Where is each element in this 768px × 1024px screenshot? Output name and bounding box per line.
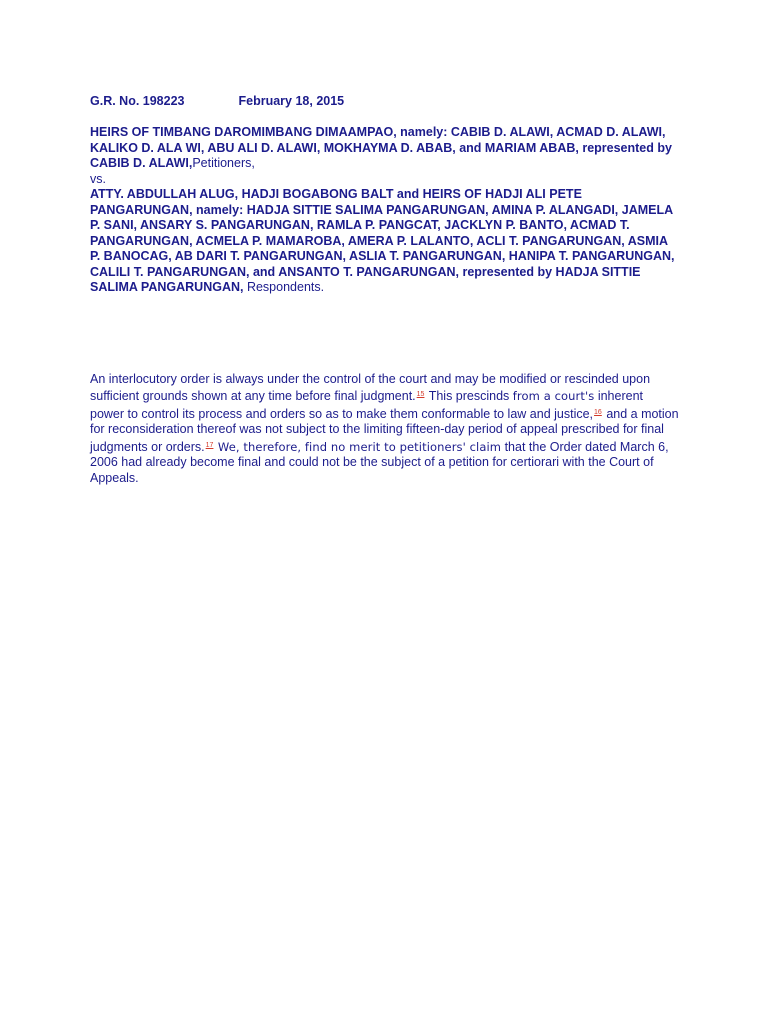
petitioners-block [90,125,680,172]
footnote-link-17[interactable]: 17 [205,441,214,449]
body-text-3: inherent power to control its process and orders so as to make them conformable to law and justice, [90,389,644,421]
respondents-block [90,187,680,296]
versus-label: vs. [90,171,106,186]
document-page [90,93,680,487]
body-text-5-alt: We, therefore, find no merit to petitioners' claim [217,439,502,454]
body-text-6: that the Order dated March 6, 2006 had already become final and could not be the subject of a petition for certiorari with the Court of Appeals. [90,439,669,486]
body-text-2: This prescinds [428,389,510,404]
footnote-link-16[interactable]: 16 [594,408,602,416]
footnote-link-15[interactable]: 15 [416,391,425,399]
body-paragraph [90,372,680,487]
case-number: G.R. No. 198223 [90,94,185,108]
respondents-role: Respondents. [246,280,325,294]
case-parties [90,125,680,296]
body-text-2-alt: from a court's [512,389,595,404]
respondents-names: ATTY. ABDULLAH ALUG, HADJI BOGABONG BALT and HEIRS OF HADJI ALI PETE PANGARUNGAN, namely: HADJA SITTIE SALIMA PANGARUNGAN, AMINA P. ALANGADI, JAMELA P. SANI, ANSARY S. PANGARUNGAN, RAMLA P. PANGCAT, JACKLYN P. BANTO, ACMAD T. PANGARUNGAN, ACMELA P. MAMAROBA, AMERA P. LALANTO, ACLI T. PANGARUNGAN, ASMIA P. BANOCAG, AB DARI T. PANGARUNGAN, ASLIA T. PANGARUNGAN, HANIPA T. PANGARUNGAN, CALILI T. PANGARUNGAN, and ANSANTO T. PANGARUNGAN, represented by HADJA SITTIE SALIMA PANGARUNGAN, [90,187,675,294]
case-date: February 18, 2015 [238,94,345,108]
body-text-4: and a motion for reconsideration thereof was not subject to the limiting fifteen-day period of appeal prescribed for final judgments or orders. [90,406,679,454]
petitioners-role: Petitioners, [192,156,255,170]
case-header [90,93,680,109]
body-text-1: An interlocutory order is always under the control of the court and may be modified or rescinded upon sufficient grounds shown at any time before final judgment. [90,371,651,404]
petitioners-names: HEIRS OF TIMBANG DAROMIMBANG DIMAAMPAO, namely: CABIB D. ALAWI, ACMAD D. ALAWI, KALIKO D. ALA WI, ABU ALI D. ALAWI, MOKHAYMA D. ABAB, and MARIAM ABAB, represented by CABIB D. ALAWI, [90,125,672,170]
